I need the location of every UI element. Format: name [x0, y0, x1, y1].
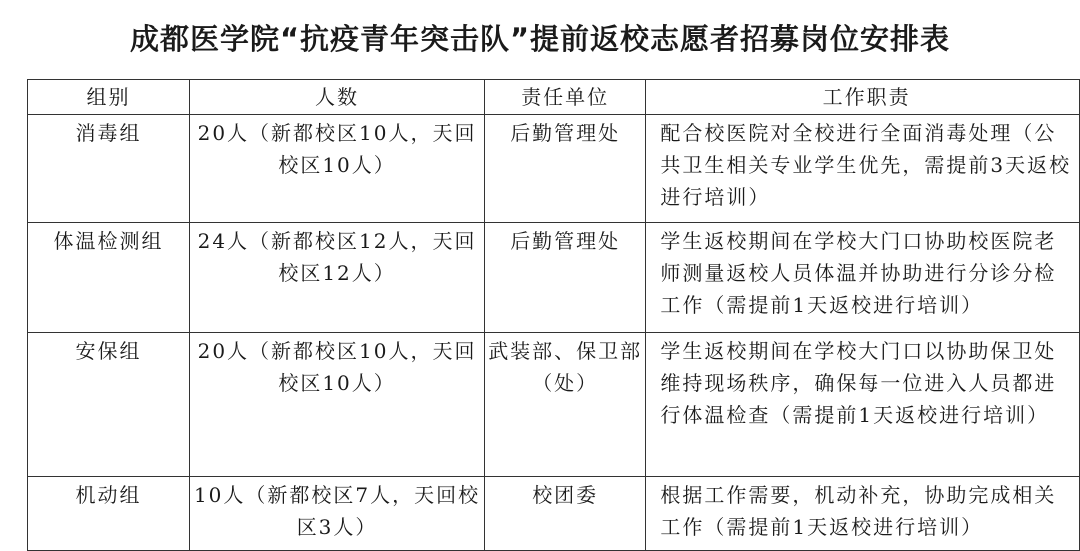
cell-unit: 后勤管理处 — [485, 223, 646, 333]
cell-group: 机动组 — [28, 477, 190, 551]
header-group: 组别 — [28, 80, 190, 115]
document-title: 成都医学院“抗疫青年突击队”提前返校志愿者招募岗位安排表 — [129, 22, 951, 56]
cell-duty: 根据工作需要，机动补充，协助完成相关工作（需提前1天返校进行培训） — [646, 477, 1080, 551]
table-row — [28, 223, 1080, 333]
table-row — [28, 333, 1080, 477]
cell-duty: 学生返校期间在学校大门口协助校医院老师测量返校人员体温并协助进行分诊分检工作（需提前1天返校进行培训） — [646, 223, 1080, 333]
cell-unit: 后勤管理处 — [485, 115, 646, 223]
header-duty: 工作职责 — [646, 80, 1080, 115]
cell-count: 24人（新都校区12人，天回校区12人） — [190, 223, 485, 333]
cell-unit: 校团委 — [485, 477, 646, 551]
cell-count: 20人（新都校区10人，天回校区10人） — [190, 333, 485, 477]
cell-duty: 配合校医院对全校进行全面消毒处理（公共卫生相关专业学生优先，需提前3天返校进行培训） — [646, 115, 1080, 223]
volunteer-position-table — [27, 79, 1080, 551]
table-row — [28, 477, 1080, 551]
cell-group: 安保组 — [28, 333, 190, 477]
header-unit: 责任单位 — [485, 80, 646, 115]
cell-unit: 武装部、保卫部（处） — [485, 333, 646, 477]
cell-group: 消毒组 — [28, 115, 190, 223]
table-header-row — [28, 80, 1080, 115]
table-row — [28, 115, 1080, 223]
header-count: 人数 — [190, 80, 485, 115]
cell-group: 体温检测组 — [28, 223, 190, 333]
cell-count: 20人（新都校区10人，天回校区10人） — [190, 115, 485, 223]
cell-count: 10人（新都校区7人，天回校区3人） — [190, 477, 485, 551]
cell-duty: 学生返校期间在学校大门口以协助保卫处维持现场秩序，确保每一位进入人员都进行体温检查（需提前1天返校进行培训） — [646, 333, 1080, 477]
